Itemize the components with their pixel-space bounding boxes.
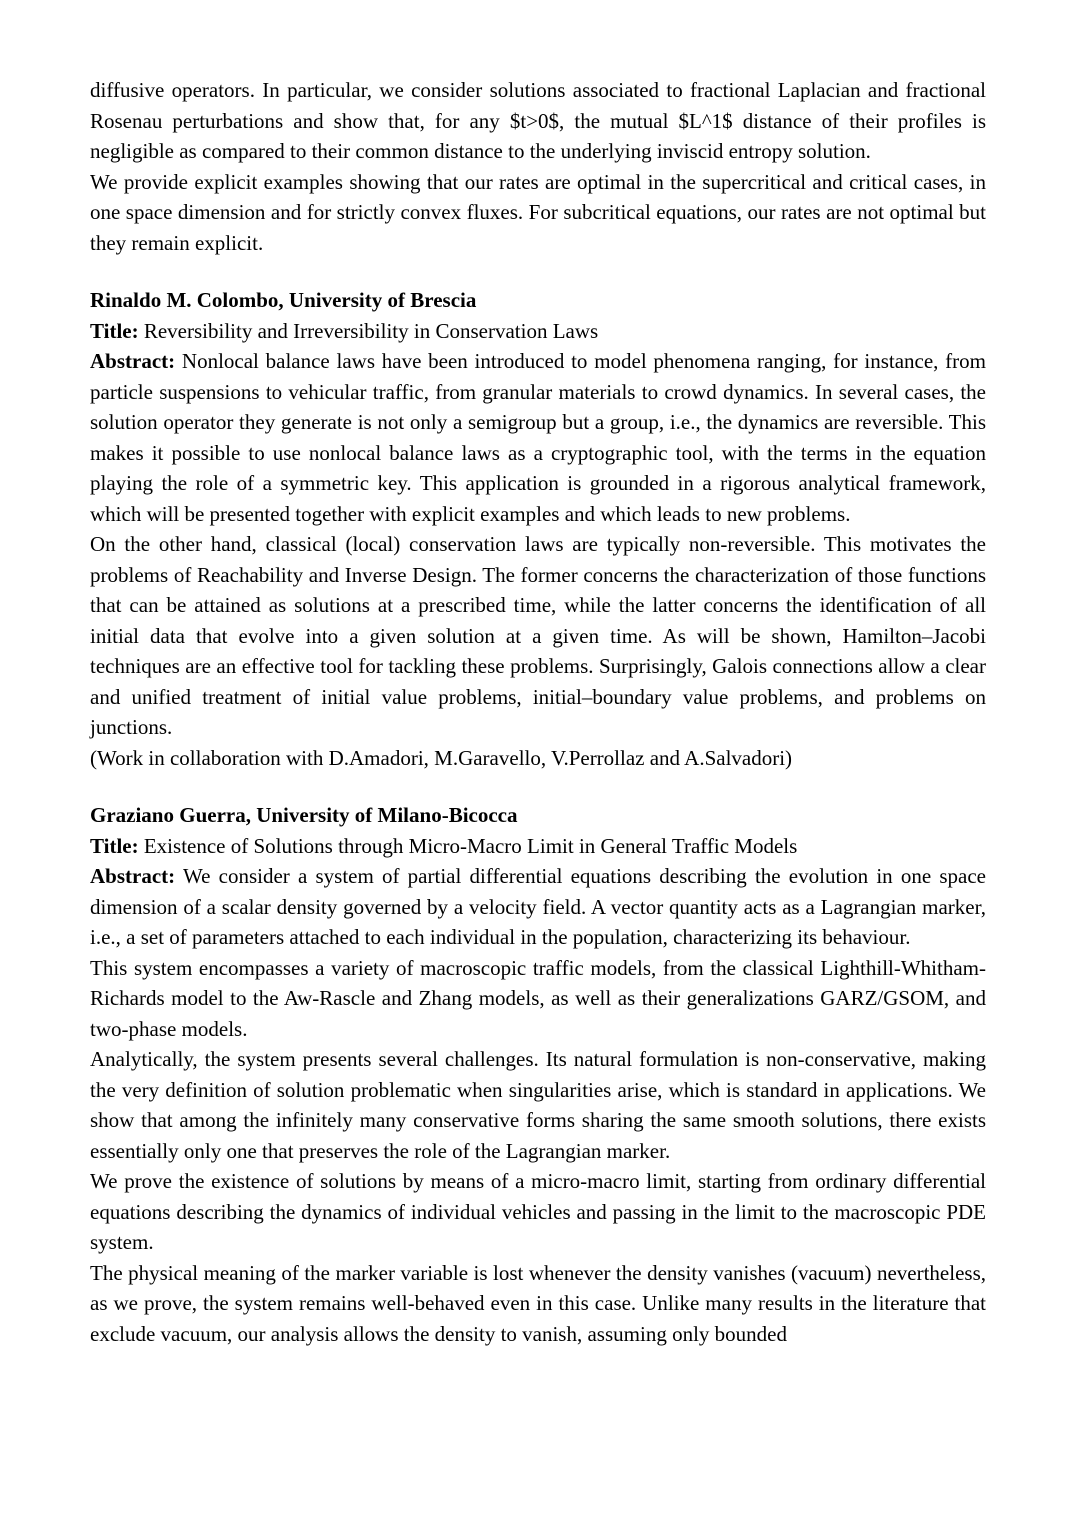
abstract-text: Nonlocal balance laws have been introduced to model phenomena ranging, for instance, from particle suspensions to vehicular traffic, from granular materials to crowd dynamics. In several cases, the solution operator they generate is not only a semigroup but a group, i.e., the dynamics are reversible. This makes it possible to use nonlocal balance laws as a cryptographic tool, with the terms in the equation playing the role of a symmetric key. This application is grounded in a rigorous analytical framework, which will be presented together with explicit examples and which leads to new problems. [90, 349, 987, 526]
abstract-paragraph: We prove the existence of solutions by means of a micro-macro limit, starting from ordinary differential equations describing the dynamics of individual vehicles and passing in the limit to the macroscopic PDE system. [90, 1169, 986, 1254]
abstract-paragraph [90, 861, 986, 953]
title-label: Title: [90, 318, 139, 343]
talk-title-line-guerra [90, 831, 986, 862]
talk-title-text: Existence of Solutions through Micro-Macro Limit in General Traffic Models [143, 833, 798, 858]
collaboration-note: (Work in collaboration with D.Amadori, M.Garavello, V.Perrollaz and A.Salvadori) [90, 745, 793, 770]
title-label: Title: [90, 833, 139, 858]
abstract-paragraph: The physical meaning of the marker variable is lost whenever the density vanishes (vacuum) nevertheless, as we prove, the system remains well-behaved even in this case. Unlike many results in the literature that exclude vacuum, our analysis allows the density to vanish, assuming only bounded [90, 1260, 986, 1346]
abstract-paragraph: Analytically, the system presents several challenges. Its natural formulation is non-conservative, making the very definition of solution problematic when singularities arise, which is standard in applications. We show that among the infinitely many conservative forms sharing the same smooth solutions, there exists essentially only one that preserves the role of the Lagrangian marker. [90, 1047, 986, 1163]
abstract-paragraph: This system encompasses a variety of macroscopic traffic models, from the classical Lighthill-Whitham-Richards model to the Aw-Rascle and Zhang models, as well as their generalizations GARZ/GSOM, and two-phase models. [90, 955, 986, 1041]
abstract-text: We consider a system of partial differential equations describing the evolution in one space dimension of a scalar density governed by a velocity field. A vector quantity acts as a Lagrangian marker, i.e., a set of parameters attached to each individual in the population, characterizing its behaviour. [90, 864, 986, 949]
abstract-paragraph: On the other hand, classical (local) conservation laws are typically non-reversible. This motivates the problems of Reachability and Inverse Design. The former concerns the characterization of those functions that can be attained as solutions at a prescribed time, while the latter concerns the identification of all initial data that evolve into a given solution at a given time. As will be shown, Hamilton–Jacobi techniques are an effective tool for tackling these problems. Surprisingly, Galois connections allow a clear and unified treatment of initial value problems, initial–boundary value problems, and problems on junctions. [90, 532, 986, 739]
intro-paragraph-1: diffusive operators. In particular, we consider solutions associated to fractional Laplacian and fractional Rosenau perturbations and show that, for any $t>0$, the mutual $L^1$ distance of their profiles is negligible as compared to their common distance to the underlying inviscid entropy solution. [90, 78, 986, 163]
abstract-label: Abstract: [90, 864, 176, 888]
abstract-paragraph [90, 346, 986, 529]
speaker-heading-guerra: Graziano Guerra, University of Milano-Bicocca [90, 803, 518, 827]
intro-paragraph-2: We provide explicit examples showing that our rates are optimal in the supercritical and critical cases, in one space dimension and for strictly convex fluxes. For subcritical equations, our rates are not optimal but they remain explicit. [90, 169, 986, 255]
talk-title-line-colombo [90, 316, 986, 347]
speaker-heading-colombo: Rinaldo M. Colombo, University of Brescia [90, 288, 477, 312]
abstract-label: Abstract: [90, 349, 176, 373]
talk-title-text: Reversibility and Irreversibility in Conservation Laws [143, 318, 599, 343]
